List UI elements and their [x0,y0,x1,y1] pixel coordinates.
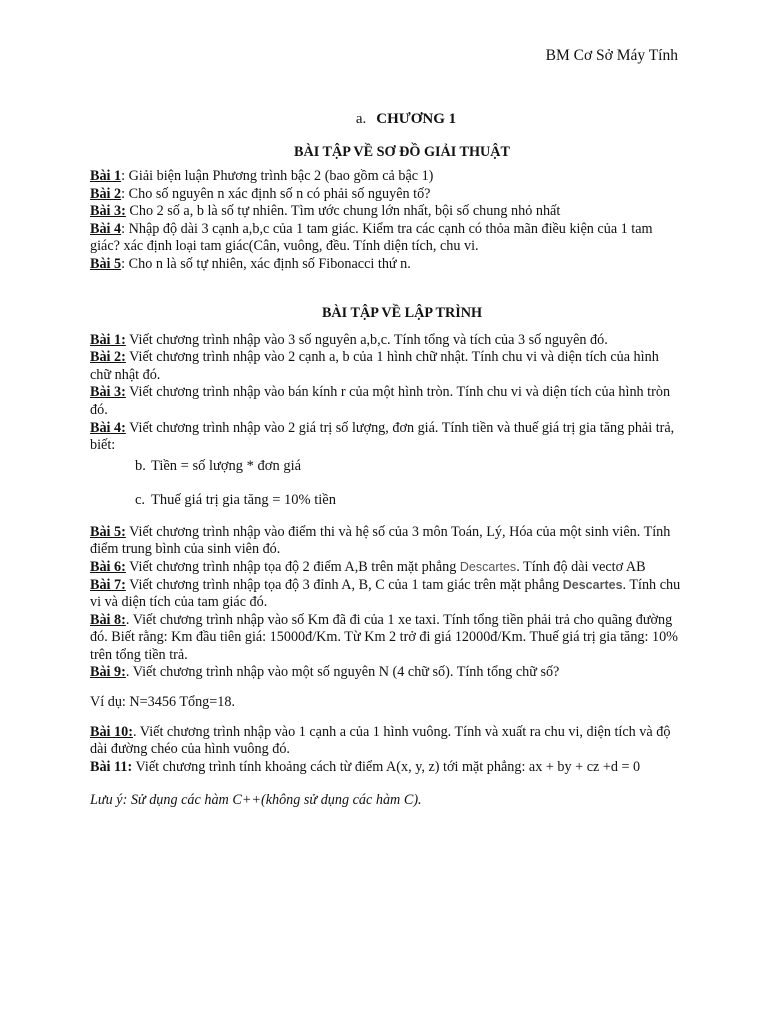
exercise-sep: : [121,168,129,184]
exercise-text: Viết chương trình nhập vào điểm thi và hệ số của 3 môn Toán, Lý, Hóa của một sinh viên. Tính điểm trung bình của sinh viên đó. [90,523,671,558]
sub-item-text: Tiền = số lượng * đơn giá [151,457,302,474]
exercise-item [90,168,682,186]
exercise-label: Bài 10: [90,723,133,740]
exercise-sep: : [121,255,129,272]
exercise-text: Nhập độ dài 3 cạnh a,b,c của 1 tam giác. Kiểm tra các cạnh có thỏa mãn điều kiện của 1 tam giác? xác định loại tam giác(Cân, vuông, đều. Tính diện tích, chu vi. [90,220,653,255]
exercise-item [90,332,682,350]
chapter-number: a. [355,111,367,127]
exercise-label: Bài 5 [90,255,122,272]
exercise-item [90,664,682,682]
sub-item [90,457,682,475]
sub-item [90,491,682,509]
example-line: Ví dụ: N=3456 Tổng=18. [90,694,236,711]
descartes-term: Descartes [562,577,623,592]
exercise-item [90,524,682,559]
exercise-label: Bài 7: [90,576,126,593]
section-title-programming: BÀI TẬP VỀ LẬP TRÌNH [321,304,483,321]
exercise-label: Bài 11: [90,758,133,775]
exercise-item [90,559,682,577]
exercise-item [90,221,682,256]
sub-item-marker: c. [135,491,146,508]
exercise-label: Bài 4: [90,419,126,436]
exercise-item [90,203,682,221]
exercise-text: Viết chương trình tính khoảng cách từ điểm A(x, y, z) tới mặt phẳng: ax + by + cz +d = 0 [132,758,641,775]
exercise-text: . Viết chương trình nhập vào số Km đã đi của 1 xe taxi. Tính tổng tiền phải trả cho quãng đường đó. Biết rằng: Km đầu tiên giá: 15000đ/Km. Từ Km 2 trở đi giá 12000đ/Km. Thuế giá trị gia tăng: 10% trên tổng tiền trả. [90,611,678,663]
exercise-item [90,420,682,455]
exercise-label: Bài 3: [90,384,126,401]
exercise-label: Bài 6: [90,558,126,575]
descartes-term: Descartes [459,559,517,574]
sub-item-marker: b. [135,457,146,474]
exercise-sep: : [121,220,129,237]
exercise-item [90,612,682,665]
exercise-text: Viết chương trình nhập vào 2 cạnh a, b của 1 hình chữ nhật. Tính chu vi và diện tích của hình chữ nhật đó. [90,349,659,383]
exercise-text: . Tính chu vi và diện tích của tam giác đó. [90,576,681,611]
exercise-item [90,577,682,612]
exercise-label: Bài 8: [90,611,126,628]
exercise-sep: : [121,185,129,202]
exercise-label: Bài 2: [90,349,126,366]
exercise-text: Cho số nguyên n xác định số n có phải số nguyên tố? [128,185,431,202]
exercise-label: Bài 1 [90,168,122,184]
exercise-text: . Viết chương trình nhập vào một số nguyên N (4 chữ số). Tính tổng chữ số? [125,664,560,681]
exercise-text: Viết chương trình nhập vào 3 số nguyên a,b,c. Tính tổng và tích của 3 số nguyên đó. [125,331,608,348]
note-text: Lưu ý: Sử dụng các hàm C++(không sử dụng các hàm C). [90,792,422,809]
exercise-item [90,349,682,384]
exercise-text: Viết chương trình nhập tọa độ 3 đỉnh A, B, C của 1 tam giác trên mặt phẳng [125,576,563,593]
section-title-algorithm: BÀI TẬP VỀ SƠ ĐỒ GIẢI THUẬT [293,144,511,160]
exercise-item [90,256,682,274]
exercise-text: . Tính độ dài vectơ AB [516,558,646,575]
document-body [90,109,682,810]
sub-item-text: Thuế giá trị gia tăng = 10% tiền [151,491,336,508]
exercise-label: Bài 9: [90,664,126,681]
exercise-text: Viết chương trình nhập vào 2 giá trị số lượng, đơn giá. Tính tiền và thuế giá trị gia tăng phải trả, biết: [90,419,675,454]
exercise-text: Viết chương trình nhập tọa độ 2 điểm A,B trên mặt phẳng [125,558,460,575]
exercise-text: Giải biện luận Phương trình bậc 2 (bao gồm cả bậc 1) [128,168,434,184]
exercise-item [90,384,682,419]
exercise-label: Bài 2 [90,185,122,202]
chapter-title: CHƯƠNG 1 [376,111,457,127]
exercise-item [90,186,682,204]
exercise-label: Bài 3: [90,203,126,220]
exercise-item [90,759,682,777]
exercise-text: Viết chương trình nhập vào bán kính r của một hình tròn. Tính chu vi và diện tích của hình tròn đó. [90,384,671,418]
exercise-label: Bài 1: [90,331,126,348]
exercise-text: . Viết chương trình nhập vào 1 cạnh a của 1 hình vuông. Tính và xuất ra chu vi, diện tích và độ dài đường chéo của hình vuông đó. [90,723,671,758]
exercise-label: Bài 4 [90,220,122,237]
page-header: BM Cơ Sở Máy Tính [545,47,678,64]
exercise-item [90,724,682,759]
exercise-label: Bài 5: [90,523,126,540]
exercise-text: Cho 2 số a, b là số tự nhiên. Tìm ước chung lớn nhất, bội số chung nhỏ nhất [129,203,561,220]
exercise-text: Cho n là số tự nhiên, xác định số Fibonacci thứ n. [128,255,411,272]
chapter-heading [90,109,682,129]
